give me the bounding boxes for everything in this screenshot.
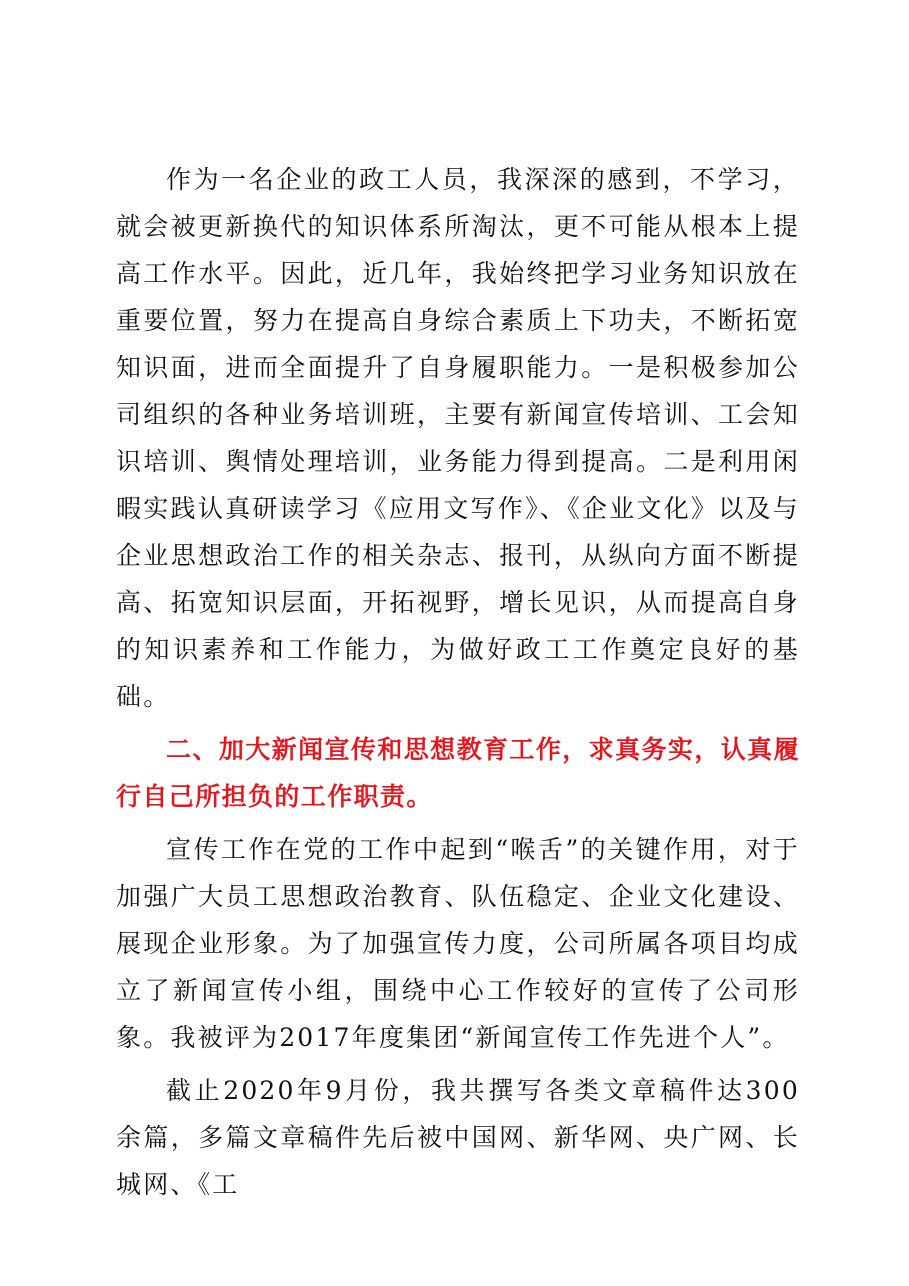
paragraph-study: 作为一名企业的政工人员，我深深的感到，不学习，就会被更新换代的知识体系所淘汰，更不可能从根本上提高工作水平。因此，近几年，我始终把学习业务知识放在重要位置，努力在提高自身综合素质上下功夫，不断拓宽知识面，进而全面提升了自身履职能力。一是积极参加公司组织的各种业务培训班，主要有新闻宣传培训、工会知识培训、舆情处理培训，业务能力得到提高。二是利用闲暇实践认真研读学习《应用文写作》、《企业文化》以及与企业思想政治工作的相关杂志、报刊，从纵向方面不断提高、拓宽知识层面，开拓视野，增长见识，从而提高自身的知识素养和工作能力，为做好政工工作奠定良好的基础。	[116, 165, 800, 711]
section-heading: 二、加大新闻宣传和思想教育工作，求真务实，认真履行自己所担负的工作职责。	[116, 735, 800, 811]
paragraph-articles: 截止2020年9月份，我共撰写各类文章稿件达300余篇，多篇文章稿件先后被中国网、新华网、央广网、长城网、《工	[116, 1076, 800, 1199]
document-body	[116, 156, 800, 1208]
paragraph-publicity: 宣传工作在党的工作中起到“喉舌”的关键作用，对于加强广大员工思想政治教育、队伍稳定、企业文化建设、展现企业形象。为了加强宣传力度，公司所属各项目均成立了新闻宣传小组，围绕中心工作较好的宣传了公司形象。我被评为2017年度集团“新闻宣传工作先进个人”。	[116, 835, 800, 1052]
